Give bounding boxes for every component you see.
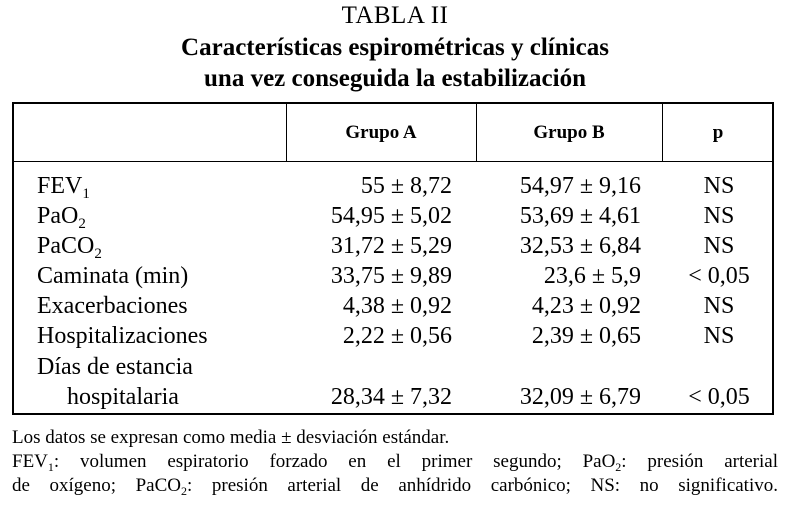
row-label-pao2: PaO$_2$ <box>37 203 86 232</box>
cell-group-b: 32,09 ± 6,79 <box>519 384 641 410</box>
cell-p: NS <box>703 233 735 259</box>
table-title: TABLA II <box>341 2 449 29</box>
col-header-group-a: Grupo A <box>345 122 417 143</box>
row-label-fev1: $FEV_1$ <box>37 173 90 202</box>
footnote-line-2: $FEV_1$: volumen espiratorio forzado en el primer segundo; PaO$_2$: presión arterial <box>12 451 778 474</box>
cell-group-a: 2,22 ± 0,56 <box>342 323 452 349</box>
row-label-hospitalaria: hospitalaria <box>67 384 179 410</box>
cell-group-b: 4,23 ± 0,92 <box>531 293 641 319</box>
table-subtitle <box>0 32 790 94</box>
row-label-exacerbaciones: Exacerbaciones <box>37 293 188 319</box>
cell-group-a: 4,38 ± 0,92 <box>342 293 452 319</box>
table-footnotes <box>12 426 778 498</box>
cell-p: NS <box>703 173 735 199</box>
data-table <box>12 102 774 415</box>
cell-group-b: 54,97 ± 9,16 <box>519 173 641 199</box>
cell-group-a: 55 ± 8,72 <box>360 173 452 199</box>
header-rule <box>14 161 772 162</box>
cell-group-a: 33,75 ± 9,89 <box>330 263 452 289</box>
row-label-dias-estancia: Días de estancia <box>37 354 193 380</box>
cell-group-b: 23,6 ± 5,9 <box>543 263 641 289</box>
cell-p: < 0,05 <box>688 263 750 289</box>
col-header-group-b: Grupo B <box>533 122 605 143</box>
cell-group-b: 53,69 ± 4,61 <box>519 203 641 229</box>
cell-p: NS <box>703 203 735 229</box>
row-label-paco2: PaCO$_2$ <box>37 233 102 262</box>
subtitle-line-2: una vez conseguida la estabilización <box>204 65 586 92</box>
cell-p: NS <box>703 293 735 319</box>
cell-p: < 0,05 <box>688 384 750 410</box>
cell-group-b: 32,53 ± 6,84 <box>519 233 641 259</box>
subtitle-line-1: Características espirométricas y clínicas <box>181 34 609 61</box>
cell-group-a: 31,72 ± 5,29 <box>330 233 452 259</box>
footnote-line-1: Los datos se expresan como media ± desviación estándar. <box>12 427 450 448</box>
row-label-hospitalizaciones: Hospitalizaciones <box>37 323 208 349</box>
cell-group-a: 54,95 ± 5,02 <box>330 203 452 229</box>
cell-group-a: 28,34 ± 7,32 <box>330 384 452 410</box>
footnote-line-3: de oxígeno; PaCO$_2$: presión arterial de anhídrido carbónico; NS: no significativo. <box>12 475 778 498</box>
col-header-p: p <box>712 122 724 143</box>
cell-p: NS <box>703 323 735 349</box>
cell-group-b: 2,39 ± 0,65 <box>531 323 641 349</box>
row-label-caminata: Caminata (min) <box>37 263 189 289</box>
